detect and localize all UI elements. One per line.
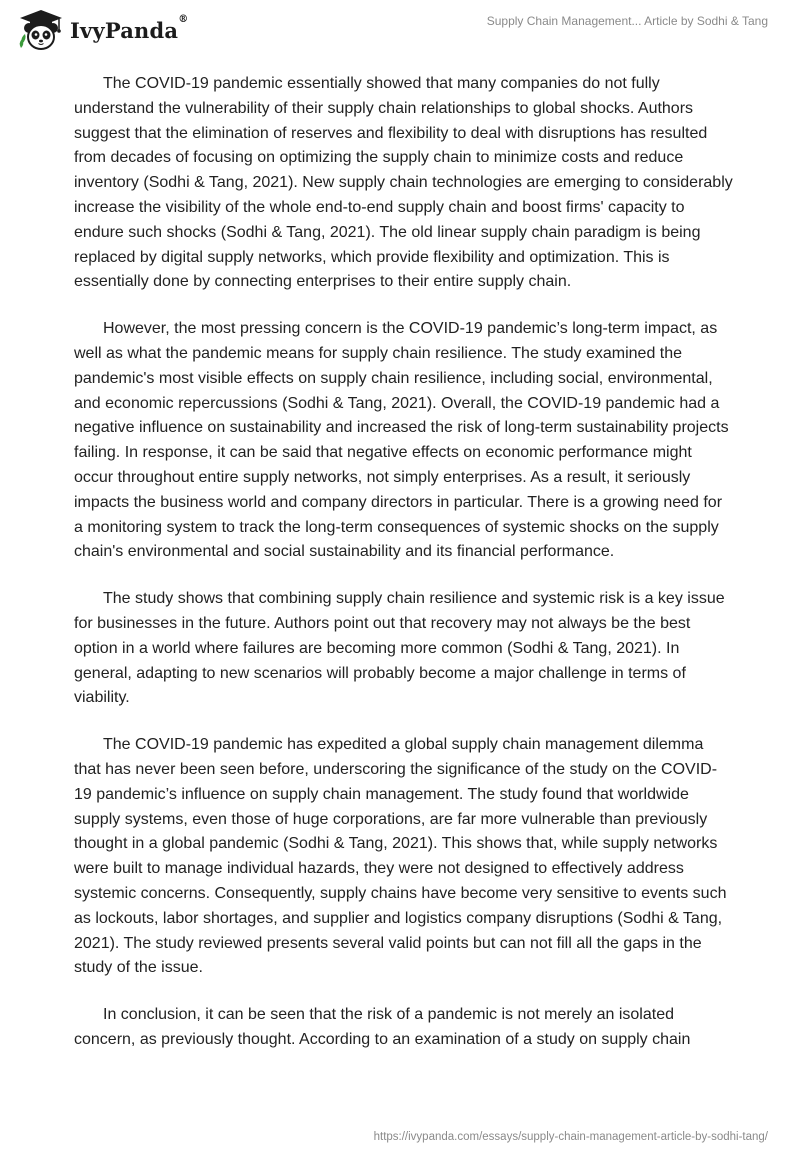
panda-graduate-icon: [16, 8, 66, 52]
paragraph: The study shows that combining supply chain resilience and systemic risk is a key issue for businesses in the future. Authors point out that recovery may not always be the best option in a world where failures are becoming more common (Sodhi & Tang, 2021). In general, adapting to new scenarios will probably become a major challenge in terms of viability.: [74, 590, 725, 707]
source-url-link[interactable]: https://ivypanda.com/essays/supply-chain-management-article-by-sodhi-tang/: [373, 1131, 768, 1143]
paragraph: However, the most pressing concern is the COVID-19 pandemic’s long-term impact, as well as what the pandemic means for supply chain resilience. The study examined the pandemic's most visible effects on supply chain resilience, including social, environmental, and economic repercussions (Sodhi & Tang, 2021). Overall, the COVID-19 pandemic had a negative influence on sustainability and increased the risk of long-term sustainability projects failing. In response, it can be said that negative effects on economic performance might occur throughout entire supply networks, not simply enterprises. As a result, it seriously impacts the business world and company directors in particular. There is a growing need for a monitoring system to track the long-term consequences of systemic shocks on the supply chain's environmental and social sustainability and its financial performance.: [74, 320, 729, 561]
ivypanda-logo[interactable]: [16, 8, 188, 52]
paragraph: The COVID-19 pandemic essentially showed that many companies do not fully understand the vulnerability of their supply chain relationships to global shocks. Authors suggest that the elimination of reserves and flexibility to deal with disruptions has resulted from decades of focusing on optimizing the supply chain to minimize costs and reduce inventory (Sodhi & Tang, 2021). New supply chain technologies are emerging to considerably increase the visibility of the whole end-to-end supply chain and boost firms' capacity to endure such shocks (Sodhi & Tang, 2021). The old linear supply chain paradigm is being replaced by digital supply networks, which provide flexibility and optimization. This is essentially done by connecting enterprises to their entire supply chain.: [74, 75, 733, 291]
logo-wordmark: IvyPanda®: [70, 13, 189, 43]
page-header: [0, 0, 800, 60]
essay-body: [74, 72, 734, 1075]
paragraph: In conclusion, it can be seen that the risk of a pandemic is not merely an isolated concern, as previously thought. According to an examination of a study on supply chain: [74, 1006, 691, 1048]
document-title: Supply Chain Management... Article by Sodhi & Tang: [486, 14, 768, 28]
paragraph: The COVID-19 pandemic has expedited a global supply chain management dilemma that has never been seen before, underscoring the significance of the study on the COVID-19 pandemic’s influence on supply chain management. The study found that worldwide supply systems, even those of huge corporations, are far more vulnerable than previously thought in a global pandemic (Sodhi & Tang, 2021). This shows that, while supply networks were built to manage individual hazards, they were not designed to effectively address systemic concerns. Consequently, supply chains have become very sensitive to events such as lockouts, labor shortages, and supplier and logistics company disruptions (Sodhi & Tang, 2021). The study reviewed presents several valid points but can not fill all the gaps in the study of the issue.: [74, 736, 727, 977]
